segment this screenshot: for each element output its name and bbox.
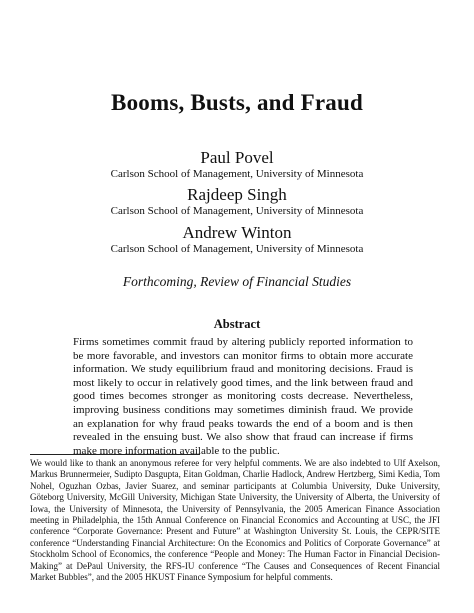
author-name: Rajdeep Singh bbox=[187, 185, 287, 204]
author-block bbox=[0, 148, 474, 181]
abstract-text: Firms sometimes commit fraud by altering publicly reported information to be more favorable, and investors can monitor firms to obtain more accurate information. We study equilibrium fraud and monitoring decisions. Fraud is most likely to occur in relatively good times, and the link between fraud and good times becomes stronger as monitoring costs decrease. Nevertheless, improving business conditions may sometimes diminish fraud. We provide an explanation for why fraud peaks towards the end of a boom and is then revealed in the ensuing bust. We also show that fraud can increase if firms make more information available to the public. bbox=[73, 336, 413, 457]
author-block bbox=[0, 185, 474, 218]
footnote-rule bbox=[30, 454, 200, 455]
abstract-heading: Abstract bbox=[213, 317, 261, 331]
author-name: Andrew Winton bbox=[182, 223, 292, 242]
author-affiliation: Carlson School of Management, University of Minnesota bbox=[110, 243, 364, 255]
author-affiliation: Carlson School of Management, University of Minnesota bbox=[110, 168, 364, 180]
author-name: Paul Povel bbox=[200, 148, 274, 167]
author-block bbox=[0, 223, 474, 256]
acknowledgements-footnote: We would like to thank an anonymous referee for very helpful comments. We are also indebted to Ulf Axelson, Markus Brunnermeier, Sudipto Dasgupta, Eitan Goldman, Charlie Hadlock, Andrew Hertzberg, Simi Kedia, Tom Nohel, Oguzhan Ozbas, Javier Suarez, and seminar participants at Columbia University, Duke University, Göteborg University, McGill University, Michigan State University, the University of Alberta, the University of Iowa, the University of Minnesota, the University of Pennsylvania, the 2005 American Finance Association meeting in Philadelphia, the 15th Annual Conference on Financial Economics and Accounting at USC, the JFI conference “Corporate Governance: Present and Future” at Washington University St. Louis, the CEPR/SITE conference “Understanding Financial Architecture: On the Economics and Politics of Corporate Governance” at Stockholm School of Economics, the conference “People and Money: The Human Factor in Financial Decision-Making” at DePaul University, the RFS-IU conference “The Causes and Consequences of Recent Financial Market Bubbles”, and the 2005 HKUST Finance Symposium for helpful comments. bbox=[30, 458, 440, 583]
author-affiliation: Carlson School of Management, University of Minnesota bbox=[110, 205, 364, 217]
publication-venue: Forthcoming, Review of Financial Studies bbox=[122, 274, 352, 289]
paper-title: Booms, Busts, and Fraud bbox=[111, 90, 363, 115]
